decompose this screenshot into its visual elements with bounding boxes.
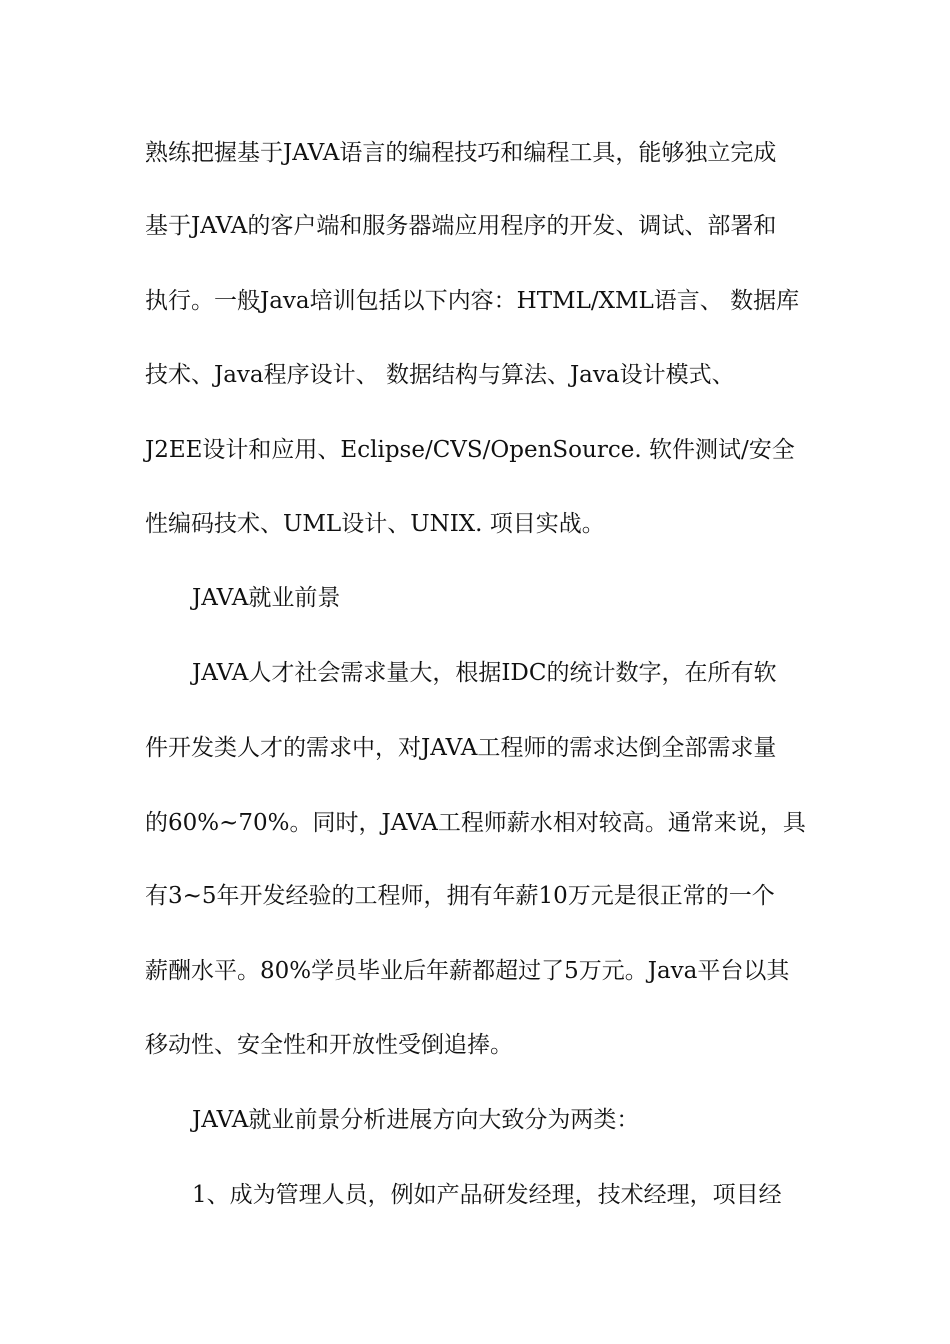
paragraph-line: JAVA就业前景分析进展方向大致分为两类： bbox=[192, 1107, 640, 1133]
paragraph-line: 基于JAVA的客户端和服务器端应用程序的开发、调试、部署和 bbox=[145, 213, 777, 239]
paragraph-line: 执行。一般Java培训包括以下内容：HTML/XML语言、 数据库 bbox=[145, 288, 800, 314]
paragraph-line: J2EE设计和应用、Eclipse/CVS/OpenSource. 软件测试/安全 bbox=[145, 437, 795, 463]
list-item: 1、成为管理人员，例如产品研发经理，技术经理，项目经 bbox=[192, 1182, 782, 1208]
paragraph-line: 技术、Java程序设计、 数据结构与算法、Java设计模式、 bbox=[145, 362, 735, 388]
paragraph-line: 的60%~70%。同时，JAVA工程师薪水相对较高。通常来说，具 bbox=[145, 810, 806, 836]
paragraph-line: 熟练把握基于JAVA语言的编程技巧和编程工具，能够独立完成 bbox=[145, 140, 777, 166]
paragraph-line: 性编码技术、UML设计、UNIX. 项目实战。 bbox=[145, 511, 605, 537]
paragraph-line: 有3~5年开发经验的工程师，拥有年薪10万元是很正常的一个 bbox=[145, 883, 775, 909]
paragraph-line: 薪酬水平。80%学员毕业后年薪都超过了5万元。Java平台以其 bbox=[145, 958, 790, 984]
paragraph-line: 移动性、安全性和开放性受倒追捧。 bbox=[145, 1032, 513, 1058]
paragraph-line: 件开发类人才的需求中，对JAVA工程师的需求达倒全部需求量 bbox=[145, 735, 777, 761]
paragraph-line: JAVA人才社会需求量大，根据IDC的统计数字，在所有软 bbox=[192, 660, 777, 686]
section-heading: JAVA就业前景 bbox=[192, 585, 341, 611]
